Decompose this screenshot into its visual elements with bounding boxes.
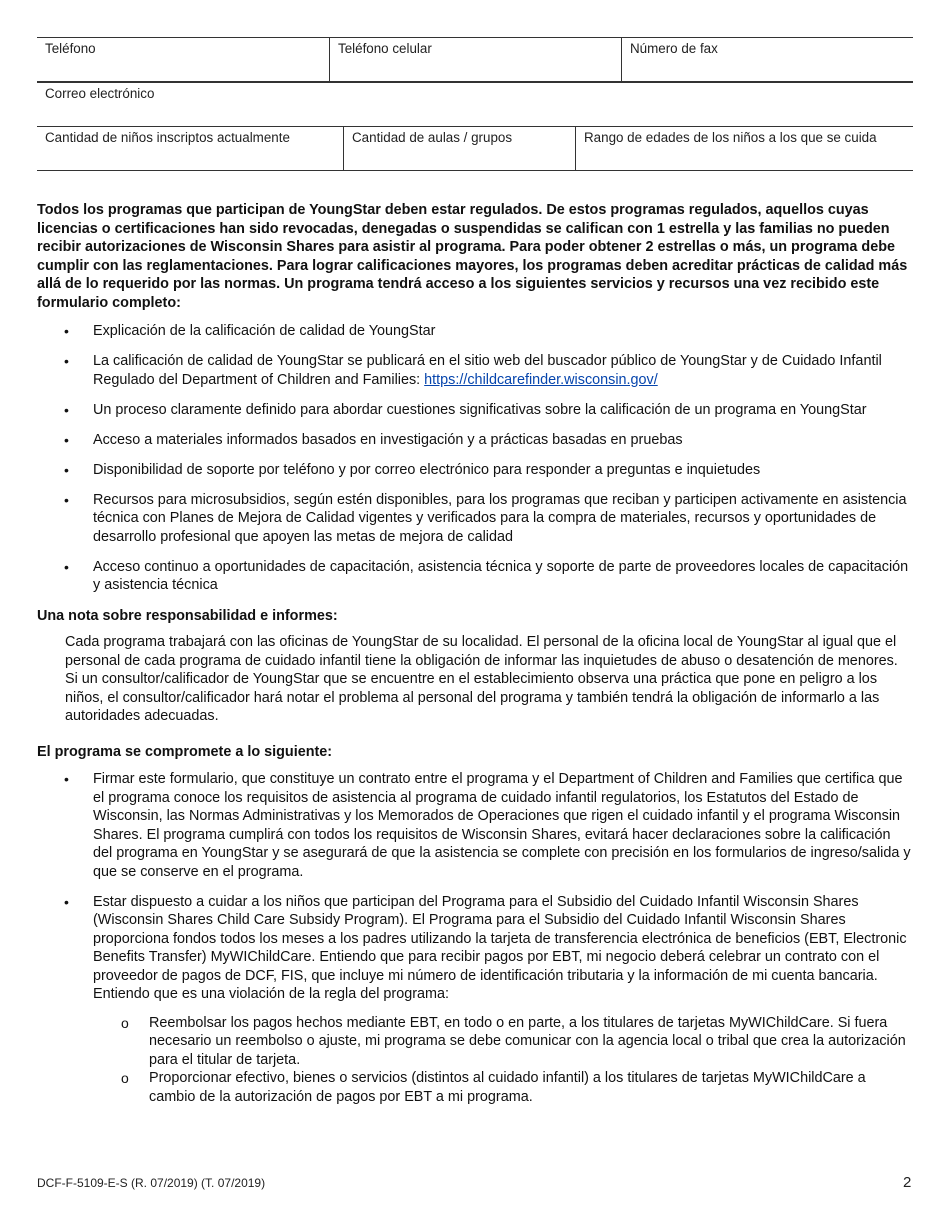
circle-bullet-icon: o — [121, 1070, 129, 1086]
commit-heading: El programa se compromete a lo siguiente: — [37, 743, 333, 760]
email-field[interactable]: Correo electrónico — [37, 83, 913, 127]
list-item: • Un proceso claramente definido para abordar cuestiones significativas sobre la calificación de un programa en YoungStar — [64, 401, 867, 418]
note-paragraph: Cada programa trabajará con las oficinas de YoungStar de su localidad. El personal de la oficina local de YoungStar al igual que el personal de cada programa de cuidado infantil tiene la obligación de informar las inquietudes de abuso o desatención de menores. Si un consultor/calificador de YoungStar que se encuentre en el establecimiento observa una práctica que pone en peligro a los niños, el consultor/calificador hará notar el problema al personal del programa y también tendrá la obligación de informarlo a las autoridades adecuadas. — [65, 634, 898, 724]
childcarefinder-link[interactable]: https://childcarefinder.wisconsin.gov/ — [424, 371, 658, 388]
fax-field[interactable]: Número de fax — [622, 38, 914, 82]
bullet-icon: • — [64, 771, 69, 787]
form-id: DCF-F-5109-E-S (R. 07/2019) (T. 07/2019) — [37, 1176, 266, 1190]
cell-phone-field[interactable]: Teléfono celular — [330, 38, 622, 82]
services-list — [37, 322, 913, 595]
bullet-icon: • — [64, 431, 69, 448]
bullet-icon: • — [64, 558, 69, 575]
list-item: • La calificación de calidad de YoungStar se publicará en el sitio web del buscador público de YoungStar y de Cuidado Infantil Regulado del Department of Children and Families: https://childcarefinder.wisconsin.gov/ — [64, 353, 882, 388]
note-heading: Una nota sobre responsabilidad e informes: — [37, 607, 338, 624]
list-item: • Firmar este formulario, que constituye un contrato entre el programa y el Department of Children and Families que certifica que el programa conoce los requisitos de asistencia al programa de cuidado infantil regulatorios, los Estatutos del Estado de Wisconsin, las Normas Administrativas y los Memorados de Operaciones que rigen el cuidado infantil y el programa Wisconsin Shares. El programa cumplirá con todos los requisitos de Wisconsin Shares, evitará hacer declaraciones sobre la calificación del programa en YoungStar y se asegurará de que la asistencia se complete con precisión en los formularios de ingreso/salida y que se conserve en el programa. — [64, 771, 911, 880]
bullet-icon: • — [64, 401, 69, 418]
list-item: • Explicación de la calificación de calidad de YoungStar — [64, 323, 436, 339]
bullet-icon: • — [64, 491, 69, 508]
list-item: o Reembolsar los pagos hechos mediante EBT, en todo o en parte, a los titulares de tarjetas MyWIChildCare. Si fuera necesario un reembolso o ajuste, mi programa se debe comunicar con la agencia local o tribal que crea la autorización para el titular de tarjeta. — [121, 1014, 906, 1068]
list-item: • Recursos para microsubsidios, según estén disponibles, para los programas que reciban y participen activamente en asistencia técnica con Planes de Mejora de Calidad vigentes y verificados para la compra de materiales, recursos y oportunidades de desarrollo profesional que apoyen las metas de mejora de calidad — [64, 491, 907, 545]
contact-fields-table — [37, 37, 913, 82]
age-range-field[interactable]: Rango de edades de los niños a los que se cuida — [576, 127, 914, 171]
page-number: 2 — [903, 1174, 912, 1191]
phone-field[interactable]: Teléfono — [37, 38, 330, 82]
list-item: o Proporcionar efectivo, bienes o servicios (distintos al cuidado infantil) a los titulares de tarjetas MyWIChildCare a cambio de la autorización de pagos por EBT a mi programa. — [121, 1070, 866, 1105]
bullet-icon: • — [64, 323, 69, 339]
commit-list — [37, 770, 913, 1004]
intro-paragraph: Todos los programas que participan de YoungStar deben estar regulados. De estos programas regulados, aquellos cuyas licencias o certificaciones han sido revocadas, denegadas o suspendidas se califican con 1 estrella y las familias no pueden recibir autorizaciones de Wisconsin Shares para asistir al programa. Para poder obtener 2 estrellas o más, un programa debe cumplir con las reglamentaciones. Para lograr calificaciones mayores, los programas deben acreditar prácticas de calidad más allá de lo requerido por las normas. Un programa tendrá acceso a los siguientes servicios y recursos una vez recibido este formulario completo: — [37, 202, 908, 311]
bullet-icon: • — [64, 461, 69, 478]
circle-bullet-icon: o — [121, 1014, 129, 1031]
email-table — [37, 82, 913, 126]
document-page — [37, 37, 913, 1106]
list-item: • Disponibilidad de soporte por teléfono y por correo electrónico para responder a preguntas e inquietudes — [64, 461, 761, 478]
bullet-icon: • — [64, 353, 69, 369]
bullet-icon: • — [64, 893, 69, 910]
classrooms-field[interactable]: Cantidad de aulas / grupos — [344, 127, 576, 171]
enrollment-table — [37, 126, 913, 171]
list-item: • Acceso continuo a oportunidades de capacitación, asistencia técnica y soporte de parte de proveedores locales de capacitación y asistencia técnica — [64, 558, 909, 593]
list-item: • Acceso a materiales informados basados en investigación y a prácticas basadas en pruebas — [64, 431, 683, 448]
list-item: • Estar dispuesto a cuidar a los niños que participan del Programa para el Subsidio del Cuidado Infantil Wisconsin Shares (Wisconsin Shares Child Care Subsidy Program). El Programa para el Subsidio del Cuidado Infantil Wisconsin Shares proporciona fondos todos los meses a los padres utilizando la tarjeta de transferencia electrónica de beneficios (EBT, Electronic Benefits Transfer) MyWIChildCare. Entiendo que para recibir pagos por EBT, mi negocio deberá celebrar un contrato con el proveedor de pagos de DCF, FIS, que incluye mi número de identificación tributaria y la información de mi cuenta bancaria. Entiendo que es una violación de la regla del programa: — [64, 893, 907, 1002]
enrolled-children-field[interactable]: Cantidad de niños inscriptos actualmente — [37, 127, 344, 171]
violations-list — [37, 1014, 913, 1107]
